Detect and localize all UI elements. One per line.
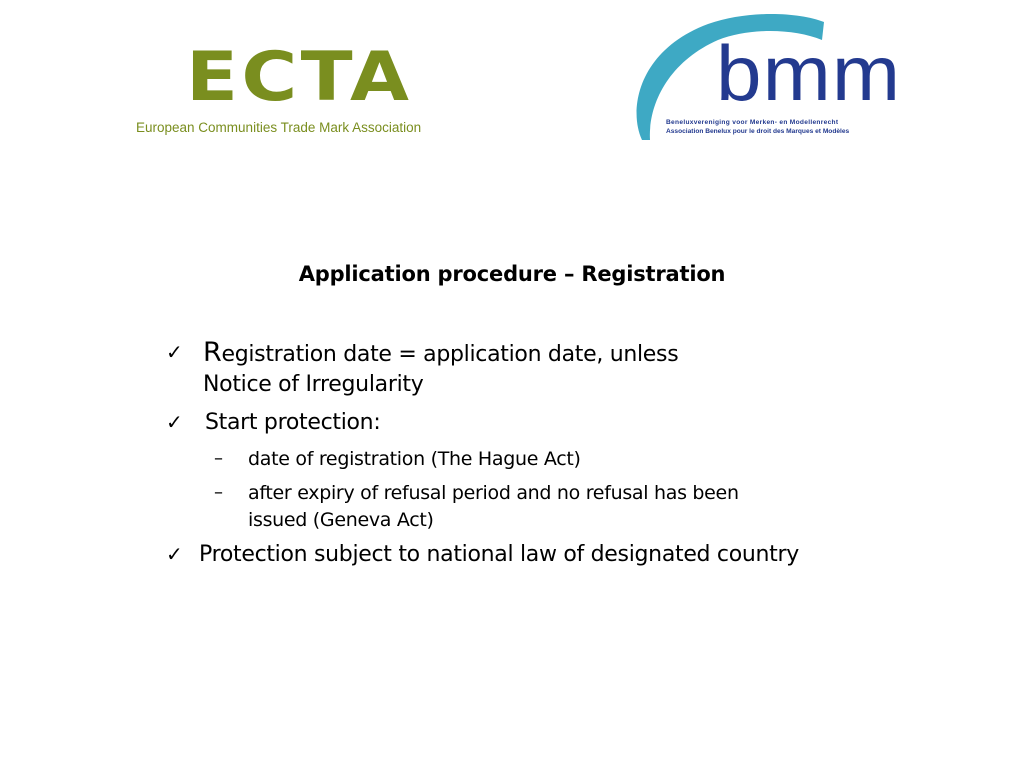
ecta-logo-word: ECTA [186,38,413,117]
sub-item-2-line1: after expiry of refusal period and no refusal has been [248,482,739,504]
check-icon: ✓ [166,410,183,434]
check-icon: ✓ [166,542,183,566]
sub-item-1-line1: date of registration (The Hague Act) [248,448,581,470]
bullet-1-line1 [203,337,679,368]
bullet-1-first-letter: R [203,337,222,368]
bullet-2-line1: Start protection: [205,410,381,435]
bmm-logo-line1: Beneluxvereniging voor Merken- en Modellenrecht [666,119,839,126]
check-icon: ✓ [166,340,183,364]
bmm-logo-word: bmm [716,29,902,117]
bullet-3-line1: Protection subject to national law of designated country [199,542,799,567]
ecta-logo-subtitle: European Communities Trade Mark Association [136,120,422,135]
bmm-logo-line2: Association Benelux pour le droit des Marques et Modèles [666,128,850,135]
dash-icon: – [214,482,223,503]
sub-item-2-line2: issued (Geneva Act) [248,509,434,531]
dash-icon: – [214,448,223,469]
slide-title: Application procedure – Registration [298,262,726,286]
bullet-1-line1-rest: egistration date = application date, unless [221,342,679,367]
bullet-1-line2: Notice of Irregularity [203,372,424,397]
